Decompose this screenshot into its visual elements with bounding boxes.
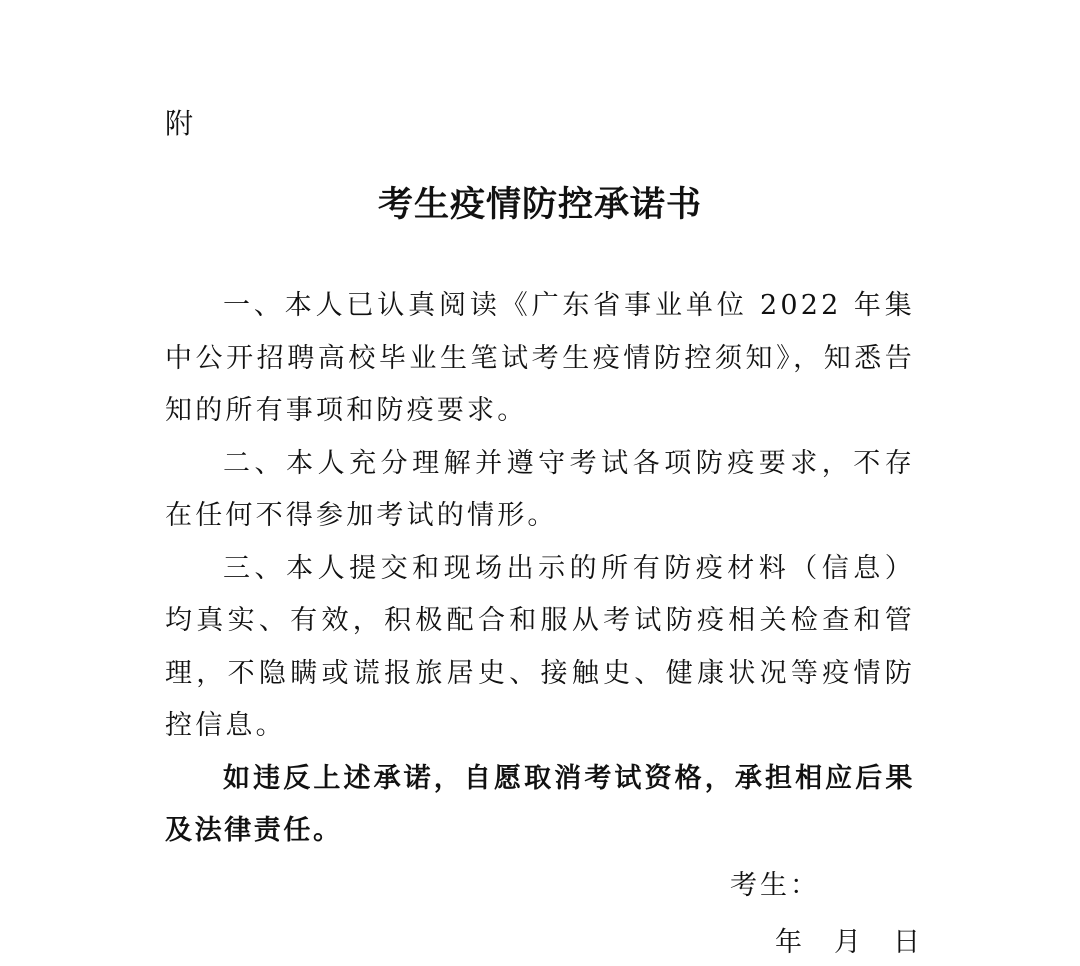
date-day-label: 日 [893, 927, 920, 958]
paragraph-item-3: 三、本人提交和现场出示的所有防疫材料（信息）均真实、有效，积极配合和服从考试防疫相关检查和管理，不隐瞒或谎报旅居史、接触史、健康状况等疫情防控信息。 [165, 552, 915, 741]
date-spacer [861, 923, 893, 963]
date-month-label: 月 [834, 927, 861, 958]
document-body [165, 280, 915, 858]
paragraph-item-2: 二、本人充分理解并遵守考试各项防疫要求，不存在任何不得参加考试的情形。 [165, 447, 915, 531]
signature-label: 考生： [730, 870, 820, 901]
date-line [775, 923, 920, 963]
closing-statement: 如违反上述承诺，自愿取消考试资格，承担相应后果及法律责任。 [165, 762, 915, 846]
paragraph-item-1: 一、本人已认真阅读《广东省事业单位 2022 年集中公开招聘高校毕业生笔试考生疫情防控须知》，知悉告知的所有事项和防疫要求。 [165, 290, 915, 426]
attachment-label: 附 [165, 107, 194, 140]
date-year-label: 年 [775, 927, 802, 958]
date-spacer [802, 923, 834, 963]
document-title: 考生疫情防控承诺书 [377, 184, 702, 225]
